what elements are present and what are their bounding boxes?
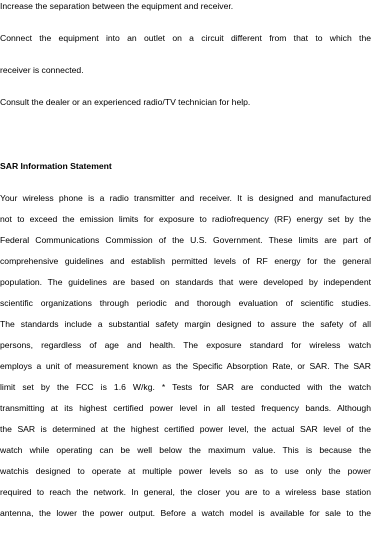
sar-line: The standards include a substantial safety margin designed to assure the safety of all: [0, 319, 371, 329]
sar-line: Your wireless phone is a radio transmitter and receiver. It is designed and manufactured: [0, 193, 371, 203]
sar-line: limit set by the FCC is 1.6 W/kg. * Tests for SAR are conducted with the watch: [0, 382, 371, 392]
sar-line: persons, regardless of age and health. The exposure standard for wireless watch: [0, 340, 371, 350]
intro-line-separation: Increase the separation between the equipment and receiver.: [0, 1, 234, 11]
intro-line-outlet: Connect the equipment into an outlet on a circuit different from that to which the: [0, 33, 371, 43]
sar-line: not to exceed the emission limits for exposure to radiofrequency (RF) energy set by the: [0, 214, 371, 224]
sar-line: the SAR is determined at the highest certified power level, the actual SAR level of the: [0, 424, 371, 434]
sar-line: scientific organizations through periodic and thorough evaluation of scientific studies.: [0, 298, 371, 308]
sar-heading: SAR Information Statement: [0, 161, 112, 171]
sar-line: transmitting at its highest certified power level in all tested frequency bands. Although: [0, 403, 371, 413]
sar-line: watch while operating can be well below the maximum value. This is because the: [0, 445, 371, 455]
sar-line: watchis designed to operate at multiple power levels so as to use only the power: [0, 466, 371, 476]
sar-line: employs a unit of measurement known as the Specific Absorption Rate, or SAR. The SAR: [0, 361, 371, 371]
intro-line-receiver: receiver is connected.: [0, 65, 84, 75]
sar-line: comprehensive guidelines and establish permitted levels of RF energy for the general: [0, 256, 371, 266]
sar-line: Federal Communications Commission of the U.S. Government. These limits are part of: [0, 235, 371, 245]
sar-line: antenna, the lower the power output. Before a watch model is available for sale to the: [0, 508, 371, 518]
sar-line: population. The guidelines are based on standards that were developed by independent: [0, 277, 371, 287]
sar-line: required to reach the network. In general, the closer you are to a wireless base station: [0, 487, 371, 497]
intro-line-consult: Consult the dealer or an experienced radio/TV technician for help.: [0, 97, 251, 107]
